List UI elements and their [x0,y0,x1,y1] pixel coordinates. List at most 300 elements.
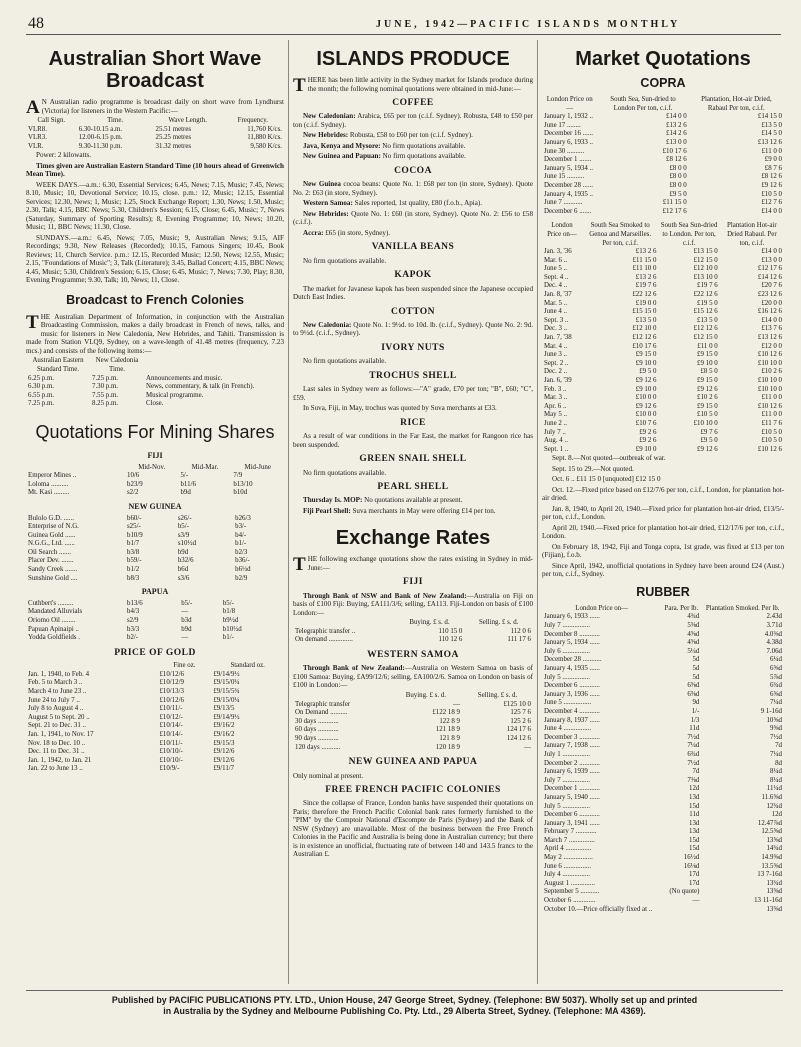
mining-row [26,532,284,541]
mining-col-header: Mid-June [244,463,271,471]
rubber-row [542,648,784,657]
copra2-row-cell: Aug. 4 .. [544,437,568,445]
rubber-row-cell: 5d [692,665,700,672]
copra2-row-cell: £20 7 6 [761,282,782,290]
rubber-row-cell: 7½d [687,759,700,767]
mining-row [26,489,284,498]
mining-row [26,634,284,643]
rubber-row-cell: October 6 ............. [544,897,596,905]
produce-paragraph [293,199,533,208]
fiji-table [293,619,533,645]
copra2-rows [542,248,784,454]
produce-text: No quotations available at present. [362,496,463,505]
gold-row-cell: Sept. 21 to Dec. 31 .. [28,722,86,730]
rubber-row-cell: 5¼d [687,647,700,655]
copra2-row [542,437,784,446]
copra2-row [542,325,784,334]
rubber-row-cell: June 6 ................ [544,862,592,870]
copra2-row-cell: £14 0 0 [761,248,782,256]
mining-cell: s3/9 [177,531,190,539]
samoa-row-cell: — [524,743,531,751]
copra2-row-cell: £13 2 6 [635,248,657,256]
free-french-title: FREE FRENCH PACIFIC COLONIES [325,785,501,796]
rubber-row-cell: 17d [689,879,700,887]
rubber-row-cell: July 6 ................ [544,647,590,655]
samoa-row-cell: 120 days ........... [295,743,341,751]
radio-row [26,126,284,135]
rubber-row-cell: July 1 ................ [544,750,590,758]
rubber-row-cell: 13⅝d [766,836,782,844]
mining-row [26,566,284,575]
rubber-row-cell: 6⅝d [769,665,782,672]
radio-row-cell: 25.51 metres [155,125,192,133]
copra2-row-cell: £9 12 6 [635,377,657,384]
gold-row-cell: £9/15/3 [213,739,235,747]
copra-row-cell: June 15 .......... [544,173,585,181]
rubber-rows [542,613,784,914]
rubber-row-cell: 7.06d [766,647,782,655]
rubber-row-cell: 10⅝d [766,716,782,724]
footer-line-1: Published by PACIFIC PUBLICATIONS PTY. LTD., Union House, 247 George Street, Sydney. (Telephone: BW 5037). Wholly set up and printed [111,995,698,1005]
copra-table [542,96,784,216]
samoa-row-cell: £125 10 0 [503,700,531,708]
produce-paragraph [293,321,533,338]
rubber-row-cell: 7d [692,768,700,776]
copra-note: On February 18, 1942, Fiji and Tonga copra, 1st grade, was fixed at £13 per ton (Fijian), f.o.b. [542,542,784,560]
rubber-row-cell: 16⅛d [683,862,700,870]
samoa-row-cell: 120 18 9 [435,743,460,751]
mining-cell: b9d [180,489,191,497]
radio-power: Power: 2 kilowatts. [36,151,91,160]
french-row-cell: 7.55 p.m. [92,391,119,399]
mining-header-row [26,464,284,473]
gold-row-cell: £10/10/- [159,756,183,764]
samoa-row-cell: £122 18 9 [432,709,460,717]
produce-text: Sales reported, 1st quality, £80 (f.o.b., Apia). [352,199,483,208]
french-row-cell: 6.25 p.m. [28,374,55,382]
copra-row [542,139,784,148]
rubber-row [542,803,784,812]
copra2-row-cell: £13 15 0 [693,248,718,256]
gold-row-cell: June 24 to July 7 .. [28,696,80,704]
mining-cell: b4/- [235,531,247,539]
rubber-row-cell: 1/3 [690,716,700,724]
copra2-row-cell: £19 5 0 [697,299,718,307]
rubber-row [542,622,784,631]
rubber-row [542,837,784,846]
gold-rows [26,671,284,774]
copra-notes [542,454,784,579]
radio-row-cell: 11,760 K/cs. [247,125,282,133]
rubber-col-header: Plantation Smoked. Per lb. [705,604,780,612]
rubber-row-cell: 7d [775,742,782,750]
gold-row-cell: £10/12/- [159,713,183,721]
copra2-row-cell: £11 15 0 [632,256,657,264]
produce-section-title: COTTON [390,306,435,317]
produce-title: ISLANDS PRODUCE [316,48,510,70]
mining-cell: b3d [181,617,192,625]
copra2-row-cell: Jan. 7, '38 [544,334,572,342]
copra-row-cell: June 30 .......... [544,147,585,155]
radio-title: Australian Short Wave Broadcast [48,48,262,92]
radio-row-cell: 9,580 K/cs. [250,142,282,150]
copra-row [542,173,784,182]
copra2-row-cell: £10 10 0 [693,419,718,427]
gold-row [26,731,284,740]
rubber-row [542,631,784,640]
rubber-row-cell: 12d [771,811,782,819]
copra-row-cell: £13 5 0 [761,121,782,129]
copra2-row-cell: £9 2 6 [639,437,657,445]
gold-row-cell: Jan. 22 to June 13 .. [28,765,83,773]
rubber-row-cell: 13 11-16d [754,897,782,905]
samoa-row-cell: 122 8 9 [439,717,460,725]
copra2-row [542,368,784,377]
copra2-row-cell: £23 12 6 [757,291,782,299]
rubber-row [542,888,784,897]
copra2-row-cell: £9 10 0 [635,359,657,367]
copra2-row-cell: £14 0 0 [761,316,782,324]
rubber-row-cell: 6¼d [769,656,782,664]
produce-paragraph [293,432,533,449]
copra2-row-cell: £10 12 6 [757,445,782,453]
copra2-row-cell: Sept. 1 .. [544,445,569,453]
samoa-row-cell: 121 8 9 [439,734,460,742]
rubber-row-cell: 9d [692,699,700,707]
copra-row-cell: £14 0 0 [761,207,782,215]
gold-row-cell: £10/12/6 [159,670,184,678]
mining-cell: b1/8 [222,608,236,616]
gold-row-cell: £10/12/9 [159,679,184,687]
rubber-row [542,742,784,751]
radio-row-cell: 11,880 K/cs. [247,134,282,142]
copra2-row-cell: £10 5 0 [697,411,718,419]
rubber-row-cell: 12d [689,785,700,793]
copra2-row [542,377,784,386]
copra-row [542,113,784,122]
samoa-row-cell: Telegraphic transfer [295,700,351,708]
copra2-row-cell: £11 7 6 [761,419,782,427]
mining-cell: b1/2 [127,566,140,574]
mining-cell: Sandy Creek ....... [28,566,78,574]
copra2-row-cell: £10 5 0 [761,428,782,436]
produce-paragraph [293,229,533,238]
copra2-row [542,386,784,395]
copra2-row-cell: £13 0 0 [761,256,782,264]
copra-row-cell: January 1, 1932 .. [544,113,593,121]
copra-row [542,165,784,174]
rubber-row-cell: 12¾d [766,802,782,810]
copra-row-cell: £14 0 0 [666,113,687,121]
fiji-intro-text: —Australia on Fiji on basis of £100 Fiji: Buying, £A111/3/6; selling, £A113. Fiji-London on basis of £100 London:— [293,591,533,617]
copra2-row-cell: £10 10 0 [757,377,782,384]
mining-cell: b5/- [181,599,193,607]
rubber-row-cell: 6⅝d [687,690,700,698]
rubber-row-cell: 6⅝d [769,690,782,698]
copra2-row [542,394,784,403]
right-column [542,40,784,984]
mining-cell: Mt. Kasi ......... [28,489,70,497]
rubber-row [542,708,784,717]
french-row-cell: Musical programme. [146,391,204,399]
mining-cell: b36/- [235,557,250,565]
produce-text: Last sales in Sydney were as follows:—"A" grade, £70 per ton; "B", £60; "C", £59. [293,385,533,402]
copra-note: Jan. 8, 1940, to April 20, 1940.—Fixed price for plantation hot-air dried, £13/5/- per ton, c.i.f., London. [542,504,784,522]
produce-lead: Java, Kenya and Mysore: [303,141,381,150]
gold-row [26,740,284,749]
market-title: Market Quotations [575,48,751,70]
copra-col-header: London Price on— [546,96,593,112]
rubber-row-cell: 2.43d [766,613,782,621]
copra2-row [542,403,784,412]
copra2-row-cell: £9 15 0 [635,351,657,359]
rubber-row-cell: March 7 ............... [544,836,595,844]
rubber-row-cell: 7½d [769,733,782,741]
gold-row-cell: £10/9/- [159,765,180,773]
gold-row [26,671,284,680]
rubber-row-cell: 6⅝d [687,682,700,690]
gold-row-cell: August 5 to Sept. 20 .. [28,713,90,721]
copra2-row-cell: £9 10 0 [635,445,657,453]
copra-row-cell: £8 0 0 [669,164,687,172]
copra2-row-cell: Jan. 3, '36 [544,248,572,256]
rubber-row-cell: 17d [689,871,700,879]
samoa-rows [293,701,533,753]
mining-row [26,523,284,532]
gold-row-cell: £9/15/5¾ [213,687,240,695]
mining-cell: b2/3 [235,548,248,556]
mining-cell: b9d [181,625,192,633]
copra2-row-cell: £10 10 0 [757,359,782,367]
rubber-row-cell: 13.5⅝d [761,862,782,870]
rubber-row-cell: January 7, 1938 ...... [544,742,600,750]
produce-text: No firm quotations available. [303,468,387,477]
copra-title: COPRA [640,76,686,90]
radio-row-cell: VLR3. [28,134,47,142]
copra2-row [542,420,784,429]
copra-row-cell: £13 2 6 [666,121,687,129]
gold-row [26,757,284,766]
radio-row [26,134,284,143]
copra2-row [542,274,784,283]
produce-paragraph [293,210,533,227]
mining-cell: b60/- [127,514,142,522]
mining-row [26,608,284,617]
samoa-col-buying: Buying. £ s. d. [405,691,446,699]
rubber-row [542,785,784,794]
rubber-row [542,751,784,760]
french-col-aest: Australian Eastern Standard Time. [32,357,84,373]
copra2-row-cell: June 2 .. [544,419,567,427]
mining-cell: Enterprise of N.G. [28,523,79,531]
mining-cell: b1/7 [127,540,140,548]
copra-row-cell: £8 0 0 [669,173,687,181]
gold-row [26,765,284,774]
copra2-row-cell: £13 5 0 [697,316,718,324]
mining-cell: 5/- [180,472,189,480]
exchange-intro: THE following exchange quotations show the rates existing in Sydney in mid-June:— [293,554,533,576]
copra2-row-cell: £14 12 6 [757,273,782,281]
copra2-row-cell: £13 5 0 [635,316,657,324]
produce-text: Suva merchants in May were offering £14 per ton. [350,506,496,515]
copra2-row [542,300,784,309]
mining-row [26,575,284,584]
copra2-row-cell: £19 0 0 [635,299,657,307]
copra2-row [542,343,784,352]
rubber-row-cell: September 5 ........... [544,888,600,896]
copra2-row [542,360,784,369]
running-title: JUNE, 1942—PACIFIC ISLANDS MONTHLY [376,19,681,30]
copra2-row-cell: £12 10 0 [632,325,657,333]
samoa-intro [293,664,533,690]
produce-lead: New Hebrides: [303,131,349,140]
french-row-cell: Announcements and music. [146,374,223,382]
rubber-row-cell: 13⅝d [766,888,782,896]
copra-row [542,199,784,208]
rubber-row-cell: 15d [689,802,700,810]
mining-cell: Sunshine Gold .... [28,574,78,582]
copra2-row-cell: Apr. 6 .. [544,402,567,410]
rubber-row-cell: 7¼d [687,742,700,750]
rubber-row-cell: April 4 ............... [544,845,592,853]
radio-rows [26,126,284,152]
rubber-row-cell: July 5 ................ [544,673,590,681]
rubber-row [542,794,784,803]
samoa-col-selling: Selling. £ s. d. [477,691,518,699]
rubber-row [542,760,784,769]
copra-row-cell: £12 17 6 [662,207,687,215]
copra2-row-cell: Dec. 4 .. [544,282,568,290]
mining-cell: b9d [177,548,189,556]
mining-cell: b59/- [127,557,142,565]
gold-row-cell: £9/16/2 [213,730,235,738]
produce-section-title: IVORY NUTS [381,342,445,353]
samoa-row-cell: 124 17 6 [506,726,531,734]
rubber-row [542,897,784,906]
copra-header-row [542,96,784,113]
rubber-row [542,863,784,872]
french-row-cell: 7.25 p.m. [28,400,55,408]
produce-lead: New Caledonia: [303,320,352,329]
gold-row-cell: £10/12/6 [159,696,184,704]
copra2-row-cell: June 5 .. [544,265,567,273]
rubber-row-cell [661,906,701,915]
rubber-table [542,605,784,914]
produce-text: Robusta, £58 to £60 per ton (c.i.f. Sydney). [348,131,473,140]
rubber-row-cell: 8¼d [769,768,782,776]
rubber-row-cell: 9 1-16d [760,707,782,715]
mining-cell: s2/2 [127,489,139,497]
rubber-row-cell: January 6, 1939 ...... [544,768,600,776]
rubber-row [542,906,784,915]
copra2-row-cell: £13 2 6 [635,273,657,281]
copra-row-cell: £10 17 6 [662,147,687,155]
gold-row-cell: £9/11/7 [213,765,235,773]
copra2-col-header: South Sea Sun-dried to London. Per ton, c.i.f. [660,222,718,247]
produce-paragraph [293,142,533,151]
gold-row-cell: £10/11/- [159,739,183,747]
produce-paragraph [293,357,533,366]
copra2-col-header: Plantation Hot-air Dried Rabaul. Per ton, c.i.f. [727,222,777,247]
mining-row [26,481,284,490]
copra2-row-cell: £12 0 0 [761,342,782,350]
rubber-row [542,734,784,743]
mining-cell: Oriomo Oil ........ [28,617,76,625]
gold-row-cell: £9/14/9½ [213,713,240,721]
copra2-row-cell: £10 0 0 [635,411,657,419]
mining-cell: b5/- [177,523,189,531]
fiji-row-cell: Telegraphic transfer .. [295,627,356,635]
rubber-row-cell: 4⅝d [687,639,700,647]
gold-col-standard: Standard oz. [230,662,265,670]
fiji-col-buying: Buying. £ s. d. [409,619,450,627]
rubber-row-cell: October 10.—Price officially fixed at .. [544,905,653,913]
gold-row [26,748,284,757]
produce-sections [293,98,533,515]
radio-time-note: Times given are Australian Eastern Standard Time (10 hours ahead of Greenwich Mean Time). [26,161,284,179]
gold-row-cell: £9/15/0¼ [213,679,240,687]
gold-row-cell: Jan. 1, 1940, to Feb. 4 [28,670,90,678]
copra2-row-cell: £9 12 6 [635,402,657,410]
rubber-row-cell: December 1 ............ [544,785,600,793]
copra2-row-cell: £9 12 6 [697,445,718,453]
french-row-cell: 7.25 p.m. [92,374,119,382]
copra2-row [542,308,784,317]
copra-row-cell: December 1 ....... [544,156,592,164]
gold-row-cell: March 4 to June 23 .. [28,687,87,695]
rubber-row-cell: 4¾d [687,613,700,621]
rubber-row-cell: 13d [689,828,700,836]
copra2-row [542,257,784,266]
radio-row-cell: 9.30-11.30 p.m. [78,142,123,150]
copra2-row-cell: £20 0 0 [761,299,782,307]
publisher-footer [26,990,783,1045]
produce-section-title: RICE [400,417,426,428]
produce-text: As a result of war conditions in the Far East, the market for Rangoon rice has been suspended. [293,432,533,449]
copra-note: Oct. 12.—Fixed price based on £12/7/6 per ton, c.i.f., London, for plantation hot-air dried. [542,485,784,503]
copra2-row-cell: June 3 .. [544,351,567,359]
rubber-row-cell: December 6 ............ [544,682,600,690]
gold-row-cell: £10/10/- [159,748,183,756]
gold-row-cell: £10/13/3 [159,687,184,695]
mining-section-title: PAPUA [141,587,169,597]
mining-cell: b1/- [235,540,247,548]
copra2-row-cell: Sept. 2 .. [544,359,569,367]
rubber-row-cell: 4⅝d [687,630,700,638]
rubber-row-cell: 11d [689,811,700,819]
copra2-header-row [542,222,784,248]
rubber-row-cell: (No quote) [669,888,700,896]
produce-paragraph [293,180,533,197]
running-header [26,8,781,35]
copra2-row-cell: £12 12 6 [693,325,718,333]
gold-title: PRICE OF GOLD [114,647,196,658]
copra2-row-cell: £9 15 0 [697,402,718,410]
copra-row-cell: £9 5 0 [669,190,687,198]
copra-row-cell: £14 5 0 [761,130,782,138]
produce-text: Quote No. 1: £60 (in store, Sydney). Quote No. 2: £56 to £58 (c.i.f.). [293,209,533,227]
rubber-row [542,820,784,829]
rubber-row-cell: 6¾d [769,682,782,690]
rubber-title: RUBBER [636,584,690,599]
produce-text: No firm quotations available. [380,152,466,161]
rubber-row [542,725,784,734]
copra2-row [542,291,784,300]
copra-row-cell: £8 0 0 [669,181,687,189]
rubber-header-row [542,605,784,614]
samoa-row [293,701,533,710]
samoa-table [293,692,533,752]
